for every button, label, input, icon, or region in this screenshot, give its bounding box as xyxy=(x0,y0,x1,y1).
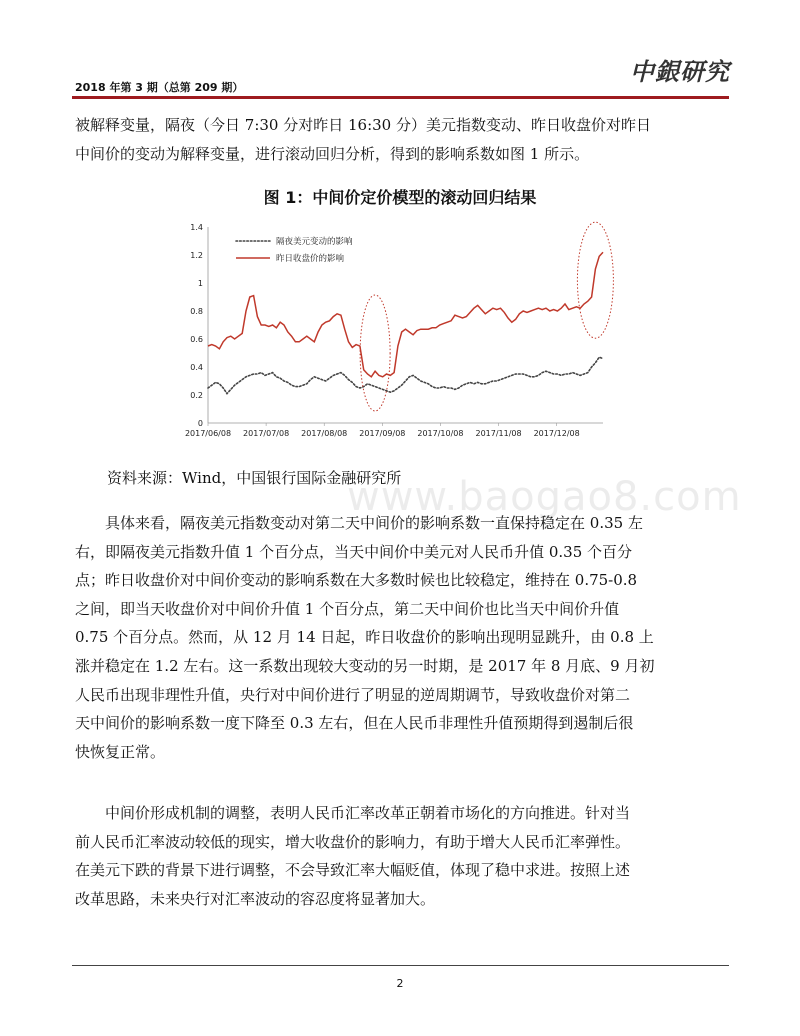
issue-label: 2018 年第 3 期（总第 209 期） xyxy=(75,81,244,94)
series-line-overnight-usd xyxy=(208,357,603,393)
y-tick-label: 0.6 xyxy=(190,335,203,344)
y-tick-label: 0.2 xyxy=(190,391,203,400)
y-tick-label: 0 xyxy=(197,419,203,428)
y-tick-label: 0.8 xyxy=(190,307,203,316)
text-line: 前人民币汇率波动较低的现实，增大收盘价的影响力，有助于增大人民币汇率弹性。 xyxy=(75,832,631,851)
text-line: 快恢复正常。 xyxy=(75,742,166,761)
legend-label-prev-close: 昨日收盘价的影响 xyxy=(276,254,345,264)
brand-logo: 中銀研究 xyxy=(630,57,730,86)
x-tick-label: 2017/11/08 xyxy=(475,429,522,438)
watermark: www.baogao8.com xyxy=(347,474,742,520)
chart-canvas xyxy=(178,218,623,443)
text-line: 涨并稳定在 1.2 左右。这一系数出现较大变动的另一时期，是 2017 年 8 月底、9 月初 xyxy=(75,656,655,675)
text-line: 之间，即当天收盘价对中间价升值 1 个百分点，第二天中间价也比当天中间价升值 xyxy=(75,599,620,618)
text-line: 点；昨日收盘价对中间价变动的影响系数在大多数时候也比较稳定，维持在 0.75-0.8 xyxy=(75,571,638,590)
text-line: 改革思路，未来央行对汇率波动的容忍度将显著加大。 xyxy=(75,889,436,908)
x-tick-label: 2017/12/08 xyxy=(533,429,580,438)
text-line: 中间价形成机制的调整，表明人民币汇率改革正朝着市场化的方向推进。针对当 xyxy=(75,804,631,822)
source-note: 资料来源：Wind，中国银行国际金融研究所 xyxy=(107,469,402,487)
y-tick-label: 1.2 xyxy=(190,251,203,260)
text-line: 右，即隔夜美元指数升值 1 个百分点，当天中间价中美元对人民币升值 0.35 个百分 xyxy=(75,542,633,561)
analysis-paragraph xyxy=(75,509,735,766)
highlight-ellipse-dec-jump xyxy=(577,222,613,338)
y-tick-label: 1.4 xyxy=(190,223,203,232)
x-tick-label: 2017/09/08 xyxy=(359,429,406,438)
legend-label-overnight-usd: 隔夜美元变动的影响 xyxy=(276,237,353,247)
y-tick-label: 0.4 xyxy=(190,363,203,372)
figure-title: 图 1：中间价定价模型的滚动回归结果 xyxy=(263,188,537,207)
series-line-prev-close xyxy=(208,252,603,377)
y-tick-label: 1 xyxy=(197,279,203,288)
x-tick-label: 2017/06/08 xyxy=(184,429,232,438)
header-divider xyxy=(72,96,729,99)
rolling-regression-chart xyxy=(178,218,623,443)
page-number: 2 xyxy=(396,977,404,990)
conclusion-paragraph xyxy=(75,799,735,913)
text-line: 中间价的变动为解释变量，进行滚动回归分析，得到的影响系数如图 1 所示。 xyxy=(75,144,590,163)
text-line: 被解释变量，隔夜（今日 7:30 分对昨日 16:30 分）美元指数变动、昨日收盘价对昨日 xyxy=(75,116,651,134)
text-line: 0.75 个百分点。然而，从 12 月 14 日起，昨日收盘价的影响出现明显跳升，由 0.8 上 xyxy=(75,628,654,647)
x-tick-label: 2017/10/08 xyxy=(417,429,464,438)
footer-divider xyxy=(72,965,729,966)
x-tick-label: 2017/07/08 xyxy=(243,429,290,438)
x-tick-label: 2017/08/08 xyxy=(301,429,348,438)
text-line: 天中间价的影响系数一度下降至 0.3 左右，但在人民币非理性升值预期得到遏制后很 xyxy=(75,714,634,733)
highlight-ellipse-sep-dip xyxy=(360,295,390,411)
text-line: 人民币出现非理性升值，央行对中间价进行了明显的逆周期调节，导致收盘价对第二 xyxy=(75,685,631,704)
text-line: 具体来看，隔夜美元指数变动对第二天中间价的影响系数一直保持稳定在 0.35 左 xyxy=(75,514,643,532)
intro-paragraph xyxy=(75,111,735,168)
text-line: 在美元下跌的背景下进行调整，不会导致汇率大幅贬值，体现了稳中求进。按照上述 xyxy=(75,861,631,880)
